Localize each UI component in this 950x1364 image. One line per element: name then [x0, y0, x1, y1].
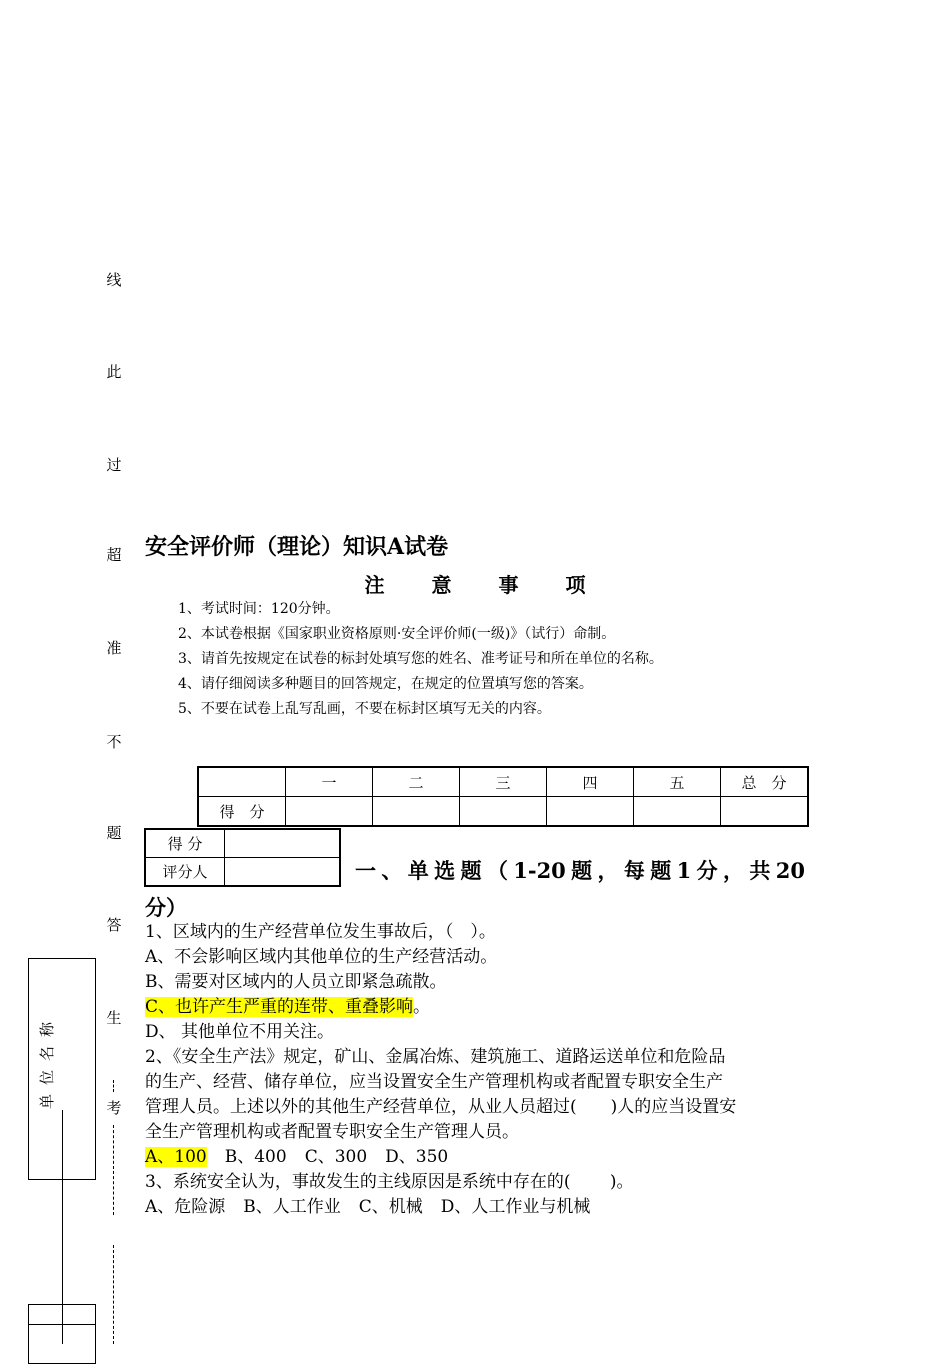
score-header-cell: 总 分 — [721, 767, 809, 797]
unit-name-divider — [62, 1110, 63, 1180]
question-option: D、350 — [385, 1147, 449, 1167]
margin-char: 过 — [106, 456, 122, 474]
question-option: D、人工作业与机械 — [440, 1197, 591, 1217]
notice-item: 1、考试时间：120分钟。 — [178, 601, 340, 617]
exam-title: 安全评价师（理论）知识A试卷 — [145, 534, 449, 560]
question-stem: 1、区域内的生产经营单位发生事故后，（ ）。 — [145, 922, 496, 942]
unit-name-divider — [62, 1180, 63, 1304]
question-option: C、机械 — [358, 1197, 423, 1217]
score-header-cell — [198, 767, 286, 797]
grader-name-cell[interactable] — [225, 858, 341, 887]
notice-heading-char: 意 — [431, 573, 452, 597]
question-stem: 3、系统安全认为，事故发生的主线原因是系统中存在的( )。 — [145, 1172, 634, 1192]
question-stem: 管理人员。上述以外的其他生产经营单位，从业人员超过( )人的应当设置安 — [145, 1097, 737, 1117]
option-tail: 。 — [413, 997, 431, 1017]
score-table-row — [198, 797, 808, 827]
notice-item: 3、请首先按规定在试卷的标封处填写您的姓名、准考证号和所在单位的名称。 — [178, 651, 663, 667]
unit-name-label — [40, 1018, 54, 1114]
lower-seal-divider — [28, 1324, 96, 1325]
grader-table — [144, 828, 341, 887]
notice-heading — [145, 572, 805, 598]
unit-name-char: 称 — [38, 1021, 56, 1037]
score-header-cell: 三 — [460, 767, 547, 797]
notice-heading-char: 项 — [565, 573, 586, 597]
grader-score-cell[interactable] — [225, 829, 341, 858]
score-header-cell: 一 — [286, 767, 373, 797]
notice-item: 5、不要在试卷上乱写乱画，不要在标封区填写无关的内容。 — [178, 701, 551, 717]
question-stem: 的生产、经营、储存单位，应当设置安全生产管理机构或者配置专职安全生产 — [145, 1072, 723, 1092]
score-cell[interactable] — [460, 797, 547, 827]
question-option: B、人工作业 — [243, 1197, 341, 1217]
margin-char: 生 — [106, 1009, 122, 1027]
unit-name-char: 位 — [38, 1069, 56, 1085]
score-row-label: 得 分 — [198, 797, 286, 827]
unit-name-label-text — [40, 1018, 54, 1114]
question-options-row — [145, 1145, 807, 1170]
question-option-answer — [145, 995, 807, 1020]
question-option: A、不会影响区域内其他单位的生产经营活动。 — [145, 947, 498, 967]
unit-name-char: 名 — [38, 1045, 56, 1061]
question-option: A、危险源 — [145, 1197, 226, 1217]
margin-char: 线 — [106, 271, 122, 289]
score-cell[interactable] — [547, 797, 634, 827]
seal-dashed-line — [113, 1080, 114, 1092]
unit-name-char: 单 — [38, 1093, 56, 1109]
highlighted-answer: A、100 — [145, 1147, 207, 1167]
margin-char: 答 — [106, 916, 122, 934]
question-options-row — [145, 1195, 807, 1220]
seal-dashed-line — [113, 1125, 114, 1215]
section-title: 一、单选题（1-20题，每题1分，共20 — [355, 858, 805, 883]
seal-dashed-line — [113, 1245, 114, 1344]
score-cell[interactable] — [373, 797, 460, 827]
margin-char: 不 — [106, 733, 122, 751]
notice-heading-char: 注 — [364, 573, 385, 597]
question-option: C、300 — [304, 1147, 368, 1167]
score-cell[interactable] — [721, 797, 809, 827]
notice-heading-char: 事 — [498, 573, 519, 597]
section-title-continued: 分） — [145, 895, 187, 920]
margin-char: 题 — [106, 824, 122, 842]
score-cell[interactable] — [634, 797, 721, 827]
grader-name-label: 评分人 — [145, 858, 225, 887]
notice-item: 4、请仔细阅读多种题目的回答规定，在规定的位置填写您的答案。 — [178, 676, 593, 692]
margin-char: 超 — [106, 546, 122, 564]
margin-char: 考 — [106, 1099, 122, 1117]
question-option: B、400 — [224, 1147, 287, 1167]
score-table — [197, 766, 809, 827]
score-header-cell: 五 — [634, 767, 721, 797]
question-stem: 全生产管理机构或者配置专职安全生产管理人员。 — [145, 1122, 519, 1142]
score-header-cell: 四 — [547, 767, 634, 797]
question-option: D、 其他单位不用关注。 — [145, 1022, 335, 1042]
question-option: B、需要对区域内的人员立即紧急疏散。 — [145, 972, 447, 992]
margin-char: 此 — [106, 363, 122, 381]
notice-item: 2、本试卷根据《国家职业资格原则·安全评价师(一级)》（试行）命制。 — [178, 626, 616, 642]
score-cell[interactable] — [286, 797, 373, 827]
score-header-cell: 二 — [373, 767, 460, 797]
highlighted-answer: C、也许产生严重的连带、重叠影响 — [145, 997, 414, 1017]
score-table-header-row — [198, 767, 808, 797]
grader-score-label: 得 分 — [145, 829, 225, 858]
margin-char: 准 — [106, 639, 122, 657]
question-stem: 2、《安全生产法》规定，矿山、金属冶炼、建筑施工、道路运送单位和危险品 — [145, 1047, 726, 1067]
